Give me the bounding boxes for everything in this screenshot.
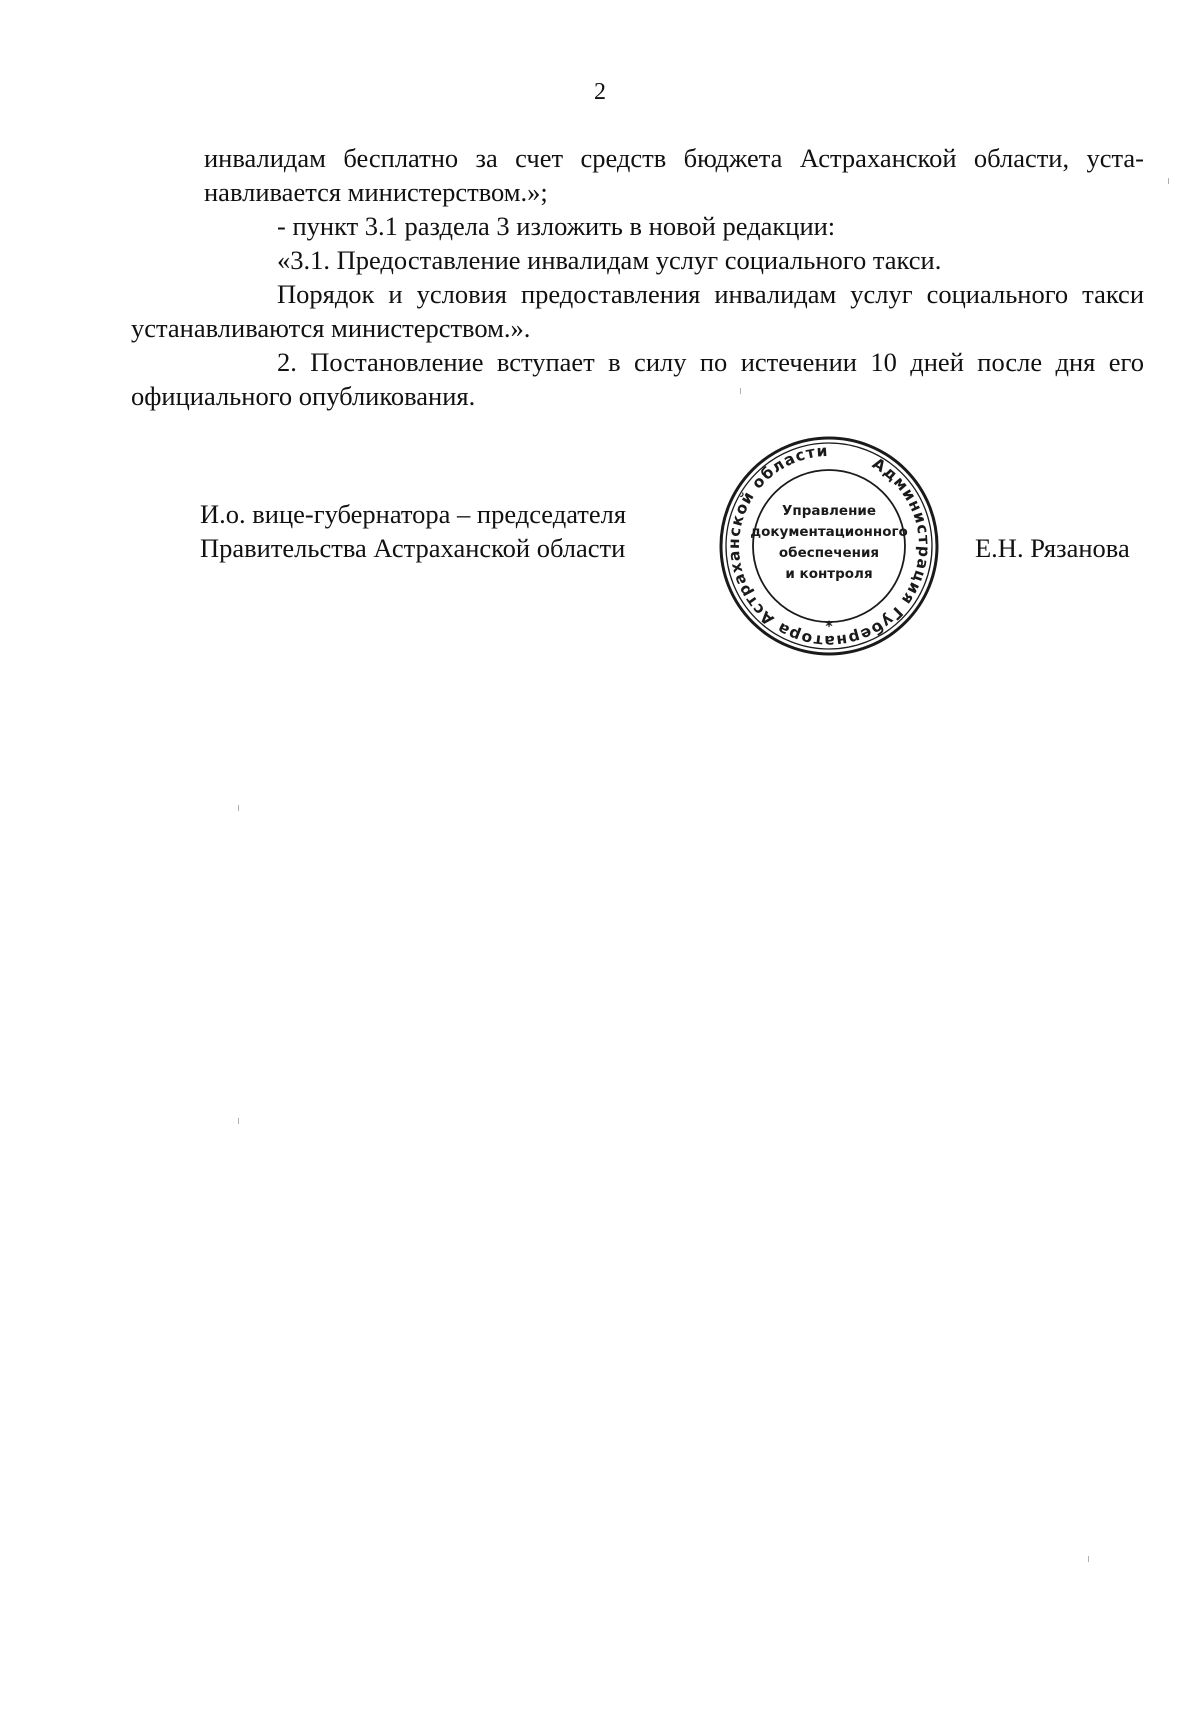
page-number: 2 xyxy=(594,79,606,105)
scan-speck xyxy=(238,1118,239,1124)
paragraph-2 xyxy=(204,209,1144,243)
paragraph-3 xyxy=(204,243,1144,277)
paragraph-line: устанавливаются министерством.». xyxy=(131,313,531,343)
paragraph-line: Порядок и условия предоставления инвалидам услуг социального такси xyxy=(277,279,1144,309)
paragraph-line: «3.1. Предоставление инвалидам услуг социального такси. xyxy=(277,245,942,275)
paragraph-4 xyxy=(131,277,1144,345)
scan-speck xyxy=(238,805,239,811)
paragraph-5 xyxy=(131,345,1144,413)
stamp-center-line: и контроля xyxy=(785,566,873,582)
paragraph-1 xyxy=(204,141,1144,209)
signature-position-line: И.о. вице-губернатора – председателя xyxy=(200,499,627,529)
stamp-seal-graphic xyxy=(718,435,940,657)
official-stamp xyxy=(718,435,940,657)
signature-position xyxy=(200,497,626,565)
stamp-center-line: документационного xyxy=(750,524,908,540)
paragraph-line: 2. Постановление вступает в силу по истечении 10 дней после дня его xyxy=(277,347,1144,377)
stamp-separator: * xyxy=(825,619,833,635)
stamp-center-line: Управление xyxy=(781,503,877,519)
signatory-name: Е.Н. Рязанова xyxy=(975,533,1130,563)
paragraph-line: - пункт 3.1 раздела 3 изложить в новой редакции: xyxy=(277,211,836,241)
stamp-ring-textpath: Администрация Губернатора Астраханской области xyxy=(724,441,934,651)
document-body xyxy=(131,141,1144,413)
scan-speck xyxy=(1088,1556,1089,1562)
paragraph-line: официального опубликования. xyxy=(131,381,476,411)
signature-position-line: Правительства Астраханской области xyxy=(200,533,626,563)
paragraph-line: навливается министерством.»; xyxy=(204,177,548,207)
stamp-center-line: обеспечения xyxy=(778,545,880,561)
scan-speck xyxy=(1168,178,1169,184)
scan-speck xyxy=(740,388,741,394)
paragraph-line: инвалидам бесплатно за счет средств бюджета Астраханской области, уста- xyxy=(204,143,1144,173)
